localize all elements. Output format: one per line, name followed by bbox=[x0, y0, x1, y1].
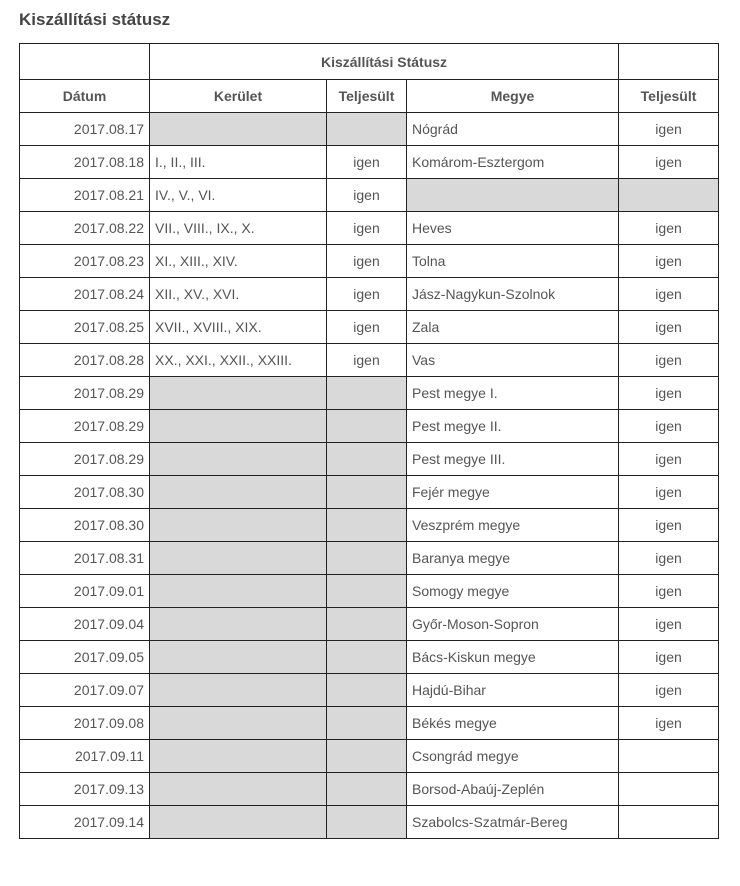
table-row bbox=[20, 575, 719, 608]
cell-district-done bbox=[327, 608, 407, 641]
table-row bbox=[20, 179, 719, 212]
table-row bbox=[20, 410, 719, 443]
cell-district-done bbox=[327, 476, 407, 509]
cell-county: Szabolcs-Szatmár-Bereg bbox=[407, 806, 619, 839]
cell-county-done: igen bbox=[619, 245, 719, 278]
cell-district-done bbox=[327, 443, 407, 476]
cell-county: Pest megye II. bbox=[407, 410, 619, 443]
cell-district bbox=[150, 575, 327, 608]
cell-date: 2017.09.11 bbox=[20, 740, 150, 773]
cell-county-done: igen bbox=[619, 146, 719, 179]
table-row bbox=[20, 212, 719, 245]
cell-district-done bbox=[327, 377, 407, 410]
cell-district-done: igen bbox=[327, 245, 407, 278]
cell-county: Veszprém megye bbox=[407, 509, 619, 542]
cell-county-done bbox=[619, 806, 719, 839]
page-title: Kiszállítási státusz bbox=[19, 10, 171, 29]
cell-district-done: igen bbox=[327, 212, 407, 245]
cell-district-done bbox=[327, 410, 407, 443]
cell-district-done bbox=[327, 542, 407, 575]
cell-county: Pest megye III. bbox=[407, 443, 619, 476]
cell-date: 2017.09.14 bbox=[20, 806, 150, 839]
cell-date: 2017.08.30 bbox=[20, 476, 150, 509]
cell-county: Győr-Moson-Sopron bbox=[407, 608, 619, 641]
cell-date: 2017.08.17 bbox=[20, 113, 150, 146]
cell-district bbox=[150, 806, 327, 839]
cell-county-done: igen bbox=[619, 212, 719, 245]
cell-date: 2017.08.18 bbox=[20, 146, 150, 179]
cell-county-done bbox=[619, 179, 719, 212]
cell-district: VII., VIII., IX., X. bbox=[150, 212, 327, 245]
table-row bbox=[20, 476, 719, 509]
cell-district bbox=[150, 509, 327, 542]
cell-county-done: igen bbox=[619, 707, 719, 740]
cell-county-done: igen bbox=[619, 476, 719, 509]
cell-county: Békés megye bbox=[407, 707, 619, 740]
cell-district bbox=[150, 113, 327, 146]
cell-district-done bbox=[327, 575, 407, 608]
cell-county bbox=[407, 179, 619, 212]
cell-county-done: igen bbox=[619, 410, 719, 443]
table-row bbox=[20, 509, 719, 542]
cell-county: Nógrád bbox=[407, 113, 619, 146]
table-row bbox=[20, 278, 719, 311]
cell-district-done bbox=[327, 641, 407, 674]
cell-county-done: igen bbox=[619, 641, 719, 674]
cell-district-done bbox=[327, 773, 407, 806]
table-row bbox=[20, 344, 719, 377]
cell-date: 2017.09.13 bbox=[20, 773, 150, 806]
cell-district: IV., V., VI. bbox=[150, 179, 327, 212]
cell-county-done: igen bbox=[619, 542, 719, 575]
table-row bbox=[20, 806, 719, 839]
cell-county-done bbox=[619, 773, 719, 806]
table-row bbox=[20, 443, 719, 476]
group-header-spacer-right bbox=[619, 44, 719, 80]
cell-district-done: igen bbox=[327, 179, 407, 212]
cell-date: 2017.08.29 bbox=[20, 443, 150, 476]
cell-county: Borsod-Abaúj-Zeplén bbox=[407, 773, 619, 806]
cell-district bbox=[150, 641, 327, 674]
cell-district-done bbox=[327, 113, 407, 146]
cell-county: Baranya megye bbox=[407, 542, 619, 575]
table-row bbox=[20, 542, 719, 575]
cell-county-done: igen bbox=[619, 311, 719, 344]
column-header-district-done: Teljesült bbox=[327, 80, 407, 113]
cell-date: 2017.08.25 bbox=[20, 311, 150, 344]
group-header-row bbox=[20, 44, 719, 80]
column-header-date: Dátum bbox=[20, 80, 150, 113]
table-row bbox=[20, 674, 719, 707]
cell-county: Tolna bbox=[407, 245, 619, 278]
cell-district-done: igen bbox=[327, 311, 407, 344]
cell-district: XI., XIII., XIV. bbox=[150, 245, 327, 278]
cell-county: Bács-Kiskun megye bbox=[407, 641, 619, 674]
cell-district bbox=[150, 377, 327, 410]
column-header-row bbox=[20, 80, 719, 113]
cell-date: 2017.09.01 bbox=[20, 575, 150, 608]
cell-date: 2017.08.24 bbox=[20, 278, 150, 311]
cell-district-done: igen bbox=[327, 278, 407, 311]
cell-date: 2017.08.21 bbox=[20, 179, 150, 212]
cell-date: 2017.09.04 bbox=[20, 608, 150, 641]
delivery-status-table bbox=[19, 43, 719, 839]
cell-county-done: igen bbox=[619, 575, 719, 608]
cell-date: 2017.09.08 bbox=[20, 707, 150, 740]
cell-date: 2017.09.05 bbox=[20, 641, 150, 674]
cell-county-done: igen bbox=[619, 377, 719, 410]
cell-district bbox=[150, 443, 327, 476]
cell-county-done: igen bbox=[619, 674, 719, 707]
table-row bbox=[20, 311, 719, 344]
table-row bbox=[20, 377, 719, 410]
cell-county: Heves bbox=[407, 212, 619, 245]
cell-district bbox=[150, 542, 327, 575]
cell-date: 2017.08.28 bbox=[20, 344, 150, 377]
cell-district: XX., XXI., XXII., XXIII. bbox=[150, 344, 327, 377]
cell-county-done: igen bbox=[619, 509, 719, 542]
cell-district bbox=[150, 707, 327, 740]
cell-date: 2017.09.07 bbox=[20, 674, 150, 707]
cell-date: 2017.08.22 bbox=[20, 212, 150, 245]
cell-district bbox=[150, 410, 327, 443]
cell-county: Zala bbox=[407, 311, 619, 344]
cell-district bbox=[150, 740, 327, 773]
cell-district bbox=[150, 674, 327, 707]
cell-county: Jász-Nagykun-Szolnok bbox=[407, 278, 619, 311]
cell-county: Komárom-Esztergom bbox=[407, 146, 619, 179]
column-header-district: Kerület bbox=[150, 80, 327, 113]
cell-district: XVII., XVIII., XIX. bbox=[150, 311, 327, 344]
cell-county: Vas bbox=[407, 344, 619, 377]
column-header-county: Megye bbox=[407, 80, 619, 113]
cell-county: Hajdú-Bihar bbox=[407, 674, 619, 707]
table-row bbox=[20, 773, 719, 806]
table-row bbox=[20, 707, 719, 740]
table-body bbox=[20, 113, 719, 839]
cell-county-done: igen bbox=[619, 278, 719, 311]
cell-date: 2017.08.30 bbox=[20, 509, 150, 542]
cell-county-done: igen bbox=[619, 344, 719, 377]
table-row bbox=[20, 113, 719, 146]
cell-county-done: igen bbox=[619, 113, 719, 146]
cell-district bbox=[150, 608, 327, 641]
cell-county-done bbox=[619, 740, 719, 773]
cell-district-done bbox=[327, 806, 407, 839]
cell-county-done: igen bbox=[619, 608, 719, 641]
cell-county: Csongrád megye bbox=[407, 740, 619, 773]
cell-district: I., II., III. bbox=[150, 146, 327, 179]
cell-district-done bbox=[327, 509, 407, 542]
cell-district-done: igen bbox=[327, 344, 407, 377]
cell-date: 2017.08.31 bbox=[20, 542, 150, 575]
cell-county: Pest megye I. bbox=[407, 377, 619, 410]
group-header-spacer-left bbox=[20, 44, 150, 80]
cell-date: 2017.08.23 bbox=[20, 245, 150, 278]
cell-date: 2017.08.29 bbox=[20, 377, 150, 410]
cell-county: Somogy megye bbox=[407, 575, 619, 608]
cell-district bbox=[150, 773, 327, 806]
cell-district bbox=[150, 476, 327, 509]
table-row bbox=[20, 641, 719, 674]
cell-district: XII., XV., XVI. bbox=[150, 278, 327, 311]
table-row bbox=[20, 245, 719, 278]
cell-district-done bbox=[327, 674, 407, 707]
column-header-county-done: Teljesült bbox=[619, 80, 719, 113]
cell-district-done bbox=[327, 707, 407, 740]
cell-district-done: igen bbox=[327, 146, 407, 179]
group-header-delivery-status: Kiszállítási Státusz bbox=[150, 44, 619, 80]
table-row bbox=[20, 740, 719, 773]
cell-county-done: igen bbox=[619, 443, 719, 476]
table-row bbox=[20, 146, 719, 179]
table-row bbox=[20, 608, 719, 641]
cell-district-done bbox=[327, 740, 407, 773]
cell-county: Fejér megye bbox=[407, 476, 619, 509]
cell-date: 2017.08.29 bbox=[20, 410, 150, 443]
